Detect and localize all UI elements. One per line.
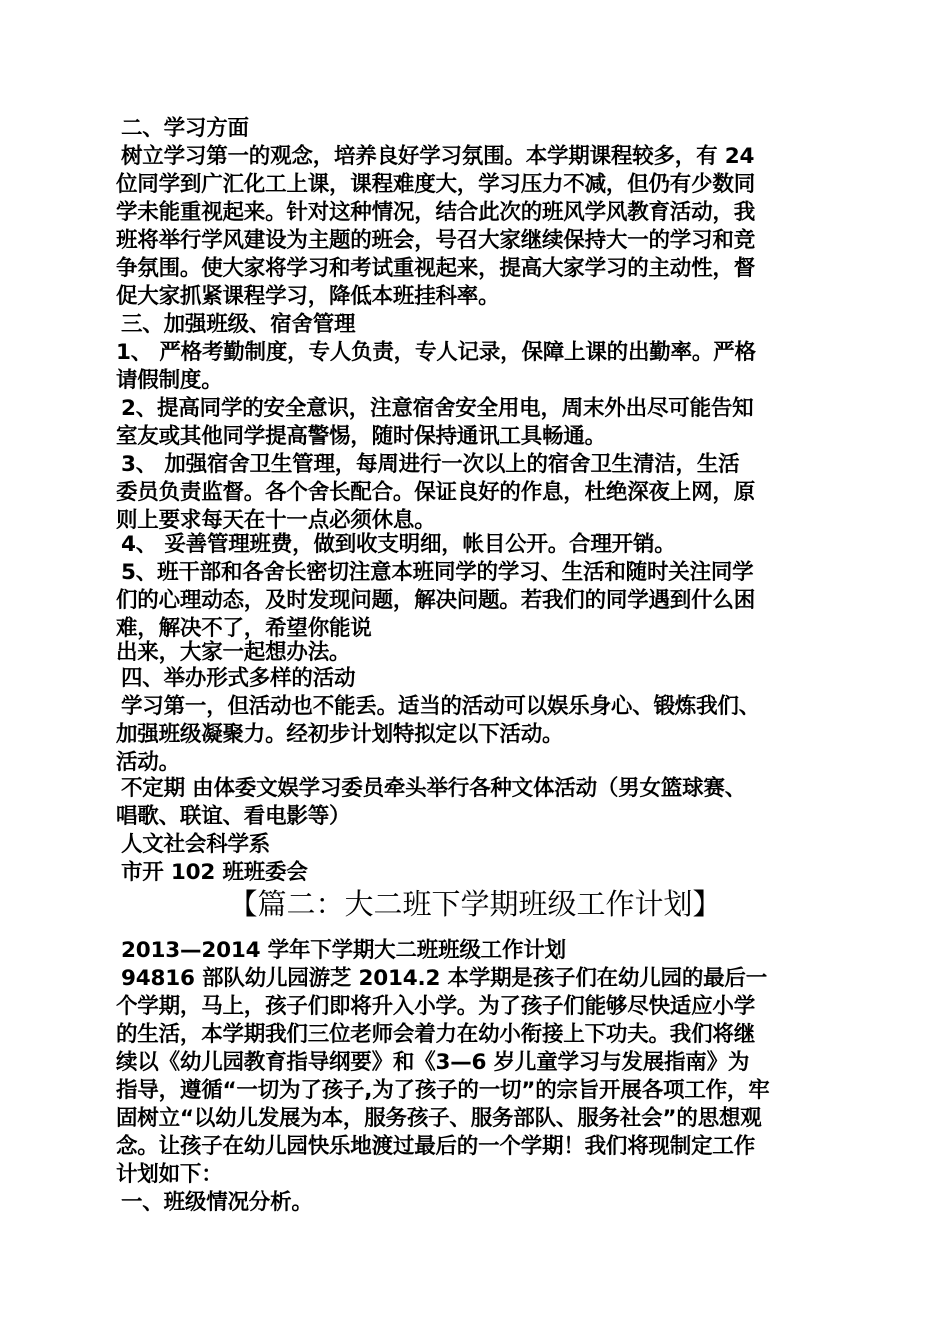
paragraph-line: 2、提高同学的安全意识，注意宿舍安全用电，周末外出尽可能告知 xyxy=(121,396,754,421)
section-title: 【篇二：大二班下学期班级工作计划】 xyxy=(228,887,722,921)
paragraph-line: 出来，大家一起想办法。 xyxy=(116,640,351,665)
paragraph-line: 促大家抓紧课程学习，降低本班挂科率。 xyxy=(116,284,500,309)
paragraph-line: 则上要求每天在十一点必须休息。 xyxy=(116,508,436,533)
paragraph-line: 5、班干部和各舍长密切注意本班同学的学习、生活和随时关注同学 xyxy=(121,560,754,585)
paragraph-line: 位同学到广汇化工上课，课程难度大，学习压力不减，但仍有少数同 xyxy=(116,172,756,197)
plan-title: 2013—2014 学年下学期大二班班级工作计划 xyxy=(121,938,566,963)
paragraph-line: 学未能重视起来。针对这种情况，结合此次的班风学风教育活动，我 xyxy=(116,200,756,225)
paragraph-line: 唱歌、联谊、看电影等） xyxy=(116,804,351,829)
paragraph-line: 的生活，本学期我们三位老师会着力在幼小衔接上下功夫。我们将继 xyxy=(116,1022,756,1047)
heading-activities: 四、举办形式多样的活动 xyxy=(121,666,356,691)
paragraph-line: 活动。 xyxy=(116,750,180,775)
paragraph-line: 室友或其他同学提高警惕，随时保持通讯工具畅通。 xyxy=(116,424,606,449)
heading-study: 二、学习方面 xyxy=(121,116,249,141)
heading-class-analysis: 一、班级情况分析。 xyxy=(121,1190,313,1215)
paragraph-line: 94816 部队幼儿园游芝 2014.2 本学期是孩子们在幼儿园的最后一 xyxy=(121,966,768,991)
paragraph-line: 学习第一，但活动也不能丢。适当的活动可以娱乐身心、锻炼我们、 xyxy=(121,694,761,719)
paragraph-line: 3、 加强宿舍卫生管理，每周进行一次以上的宿舍卫生清洁，生活 xyxy=(121,452,740,477)
paragraph-line: 委员负责监督。各个舍长配合。保证良好的作息，杜绝深夜上网，原 xyxy=(116,480,756,505)
paragraph-line: 续以《幼儿园教育指导纲要》和《3—6 岁儿童学习与发展指南》为 xyxy=(116,1050,750,1075)
department-name: 人文社会科学系 xyxy=(121,832,271,857)
paragraph-line: 班将举行学风建设为主题的班会，号召大家继续保持大一的学习和竞 xyxy=(116,228,756,253)
paragraph-line: 争氛围。使大家将学习和考试重视起来，提高大家学习的主动性，督 xyxy=(116,256,756,281)
paragraph-line: 1、 严格考勤制度，专人负责，专人记录，保障上课的出勤率。严格 xyxy=(116,340,756,365)
paragraph-line: 念。让孩子在幼儿园快乐地渡过最后的一个学期！我们将现制定工作 xyxy=(116,1134,756,1159)
paragraph-line: 不定期 由体委文娱学习委员牵头举行各种文体活动（男女篮球赛、 xyxy=(121,776,746,801)
paragraph-line: 难，解决不了，希望你能说 xyxy=(116,616,372,641)
paragraph-line: 树立学习第一的观念，培养良好学习氛围。本学期课程较多，有 24 xyxy=(121,144,755,169)
paragraph-line: 们的心理动态，及时发现问题，解决问题。若我们的同学遇到什么困 xyxy=(116,588,756,613)
paragraph-line: 计划如下： xyxy=(116,1162,223,1187)
heading-management: 三、加强班级、宿舍管理 xyxy=(121,312,356,337)
paragraph-line: 固树立“以幼儿发展为本，服务孩子、服务部队、服务社会”的思想观 xyxy=(116,1106,762,1131)
paragraph-line: 个学期，马上，孩子们即将升入小学。为了孩子们能够尽快适应小学 xyxy=(116,994,756,1019)
paragraph-line: 4、 妥善管理班费，做到收支明细，帐目公开。合理开销。 xyxy=(121,532,676,557)
paragraph-line: 指导，遵循“一切为了孩子,为了孩子的一切”的宗旨开展各项工作，牢 xyxy=(116,1078,770,1103)
paragraph-line: 加强班级凝聚力。经初步计划特拟定以下活动。 xyxy=(116,722,564,747)
class-committee: 市开 102 班班委会 xyxy=(121,860,308,885)
paragraph-line: 请假制度。 xyxy=(116,368,223,393)
